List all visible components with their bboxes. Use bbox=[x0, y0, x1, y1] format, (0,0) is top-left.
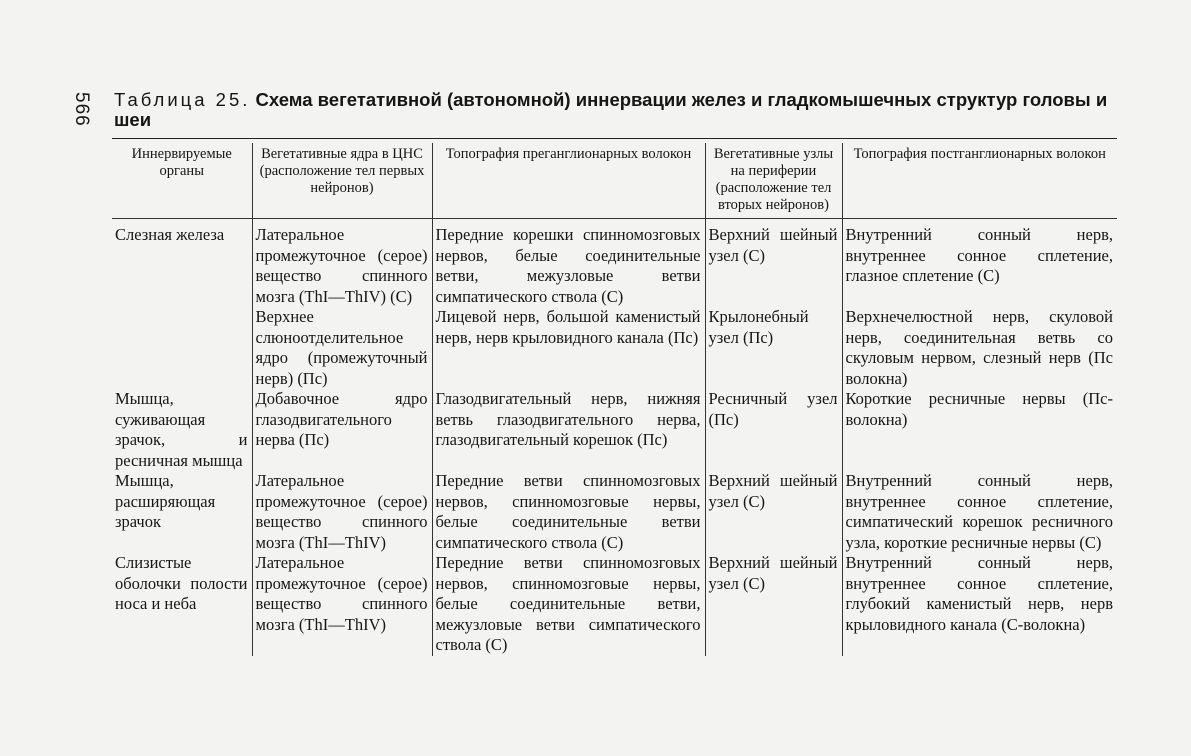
table-row bbox=[112, 307, 1117, 389]
table-row bbox=[112, 219, 1117, 308]
cell-postganglionic: Верхнечелюстной нерв, скуловой нерв, соединительная ветвь со скуловым нервом, слезный нерв (Пс волокна) bbox=[842, 307, 1117, 389]
cell-preganglionic: Лицевой нерв, большой каменистый нерв, нерв крыловидного канала (Пс) bbox=[432, 307, 705, 389]
cell-ganglia: Крылонебный узел (Пс) bbox=[705, 307, 842, 389]
table-label: Таблица 25. bbox=[114, 89, 251, 110]
header-ganglia: Вегетативные узлы на периферии (расположение тел вторых нейронов) bbox=[705, 143, 842, 219]
innervation-table bbox=[112, 143, 1117, 656]
cell-organ: Мышца, расширяющая зрачок bbox=[115, 471, 216, 531]
cell-preganglionic: Передние корешки спинномозговых нервов, белые соединительные ветви, межузловые ветви симпатического ствола (С) bbox=[432, 219, 705, 308]
header-nuclei: Вегетативные ядра в ЦНС (расположение тел первых нейронов) bbox=[252, 143, 432, 219]
cell-organ: Мышца, суживающая зрачок, и ресничная мышца bbox=[115, 389, 248, 470]
page-number: 566 bbox=[71, 92, 92, 127]
header-preganglionic: Топография преганглионарных волокон bbox=[432, 143, 705, 219]
table-caption bbox=[114, 90, 1119, 130]
cell-ganglia: Верхний шейный узел (С) bbox=[705, 471, 842, 553]
cell-nuclei: Добавочное ядро глазодвигательного нерва (Пс) bbox=[252, 389, 432, 471]
table-row bbox=[112, 389, 1117, 471]
cell-postganglionic: Внутренний сонный нерв, внутреннее сонное сплетение, глубокий каменистый нерв, нерв крыловидного канала (С-волокна) bbox=[842, 553, 1117, 656]
cell-postganglionic: Внутренний сонный нерв, внутреннее сонное сплетение, глазное сплетение (С) bbox=[842, 219, 1117, 308]
table-row bbox=[112, 471, 1117, 553]
cell-ganglia: Ресничный узел (Пс) bbox=[705, 389, 842, 471]
cell-postganglionic: Короткие ресничные нервы (Пс-волокна) bbox=[842, 389, 1117, 471]
header-row bbox=[112, 143, 1117, 219]
cell-ganglia: Верхний шейный узел (С) bbox=[705, 219, 842, 308]
top-rule bbox=[112, 138, 1117, 139]
header-organs: Иннервируемые органы bbox=[112, 143, 252, 219]
table-row bbox=[112, 553, 1117, 656]
cell-organ: Слезная железа bbox=[115, 225, 225, 244]
cell-organ: Слизистые оболочки полости носа и неба bbox=[115, 553, 248, 613]
cell-ganglia: Верхний шейный узел (С) bbox=[705, 553, 842, 656]
cell-preganglionic: Глазодвигательный нерв, нижняя ветвь глазодвигательного нерва, глазодвигательный корешок (Пс) bbox=[432, 389, 705, 471]
cell-organ bbox=[112, 307, 252, 389]
cell-postganglionic: Внутренний сонный нерв, внутреннее сонное сплетение, симпатический корешок ресничного узла, короткие ресничные нервы (С) bbox=[842, 471, 1117, 553]
cell-nuclei: Латеральное промежуточное (серое) вещество спинного мозга (ThI—ThIV) (С) bbox=[252, 219, 432, 308]
cell-preganglionic: Передние ветви спинномозговых нервов, спинномозговые нервы, белые соединительные ветви, межузловые ветви симпатического ствола (С) bbox=[432, 553, 705, 656]
cell-nuclei: Верхнее слюноотделительное ядро (промежуточный нерв) (Пс) bbox=[252, 307, 432, 389]
header-postganglionic: Топография постганглионарных волокон bbox=[842, 143, 1117, 219]
cell-nuclei: Латеральное промежуточное (серое) вещество спинного мозга (ThI—ThIV) bbox=[252, 471, 432, 553]
table-title: Схема вегетативной (автономной) иннервации желез и гладкомышечных структур головы и шеи bbox=[114, 89, 1108, 130]
cell-preganglionic: Передние ветви спинномозговых нервов, спинномозговые нервы, белые соединительные ветви симпатического ствола (С) bbox=[432, 471, 705, 553]
cell-nuclei: Латеральное промежуточное (серое) вещество спинного мозга (ThI—ThIV) bbox=[252, 553, 432, 656]
